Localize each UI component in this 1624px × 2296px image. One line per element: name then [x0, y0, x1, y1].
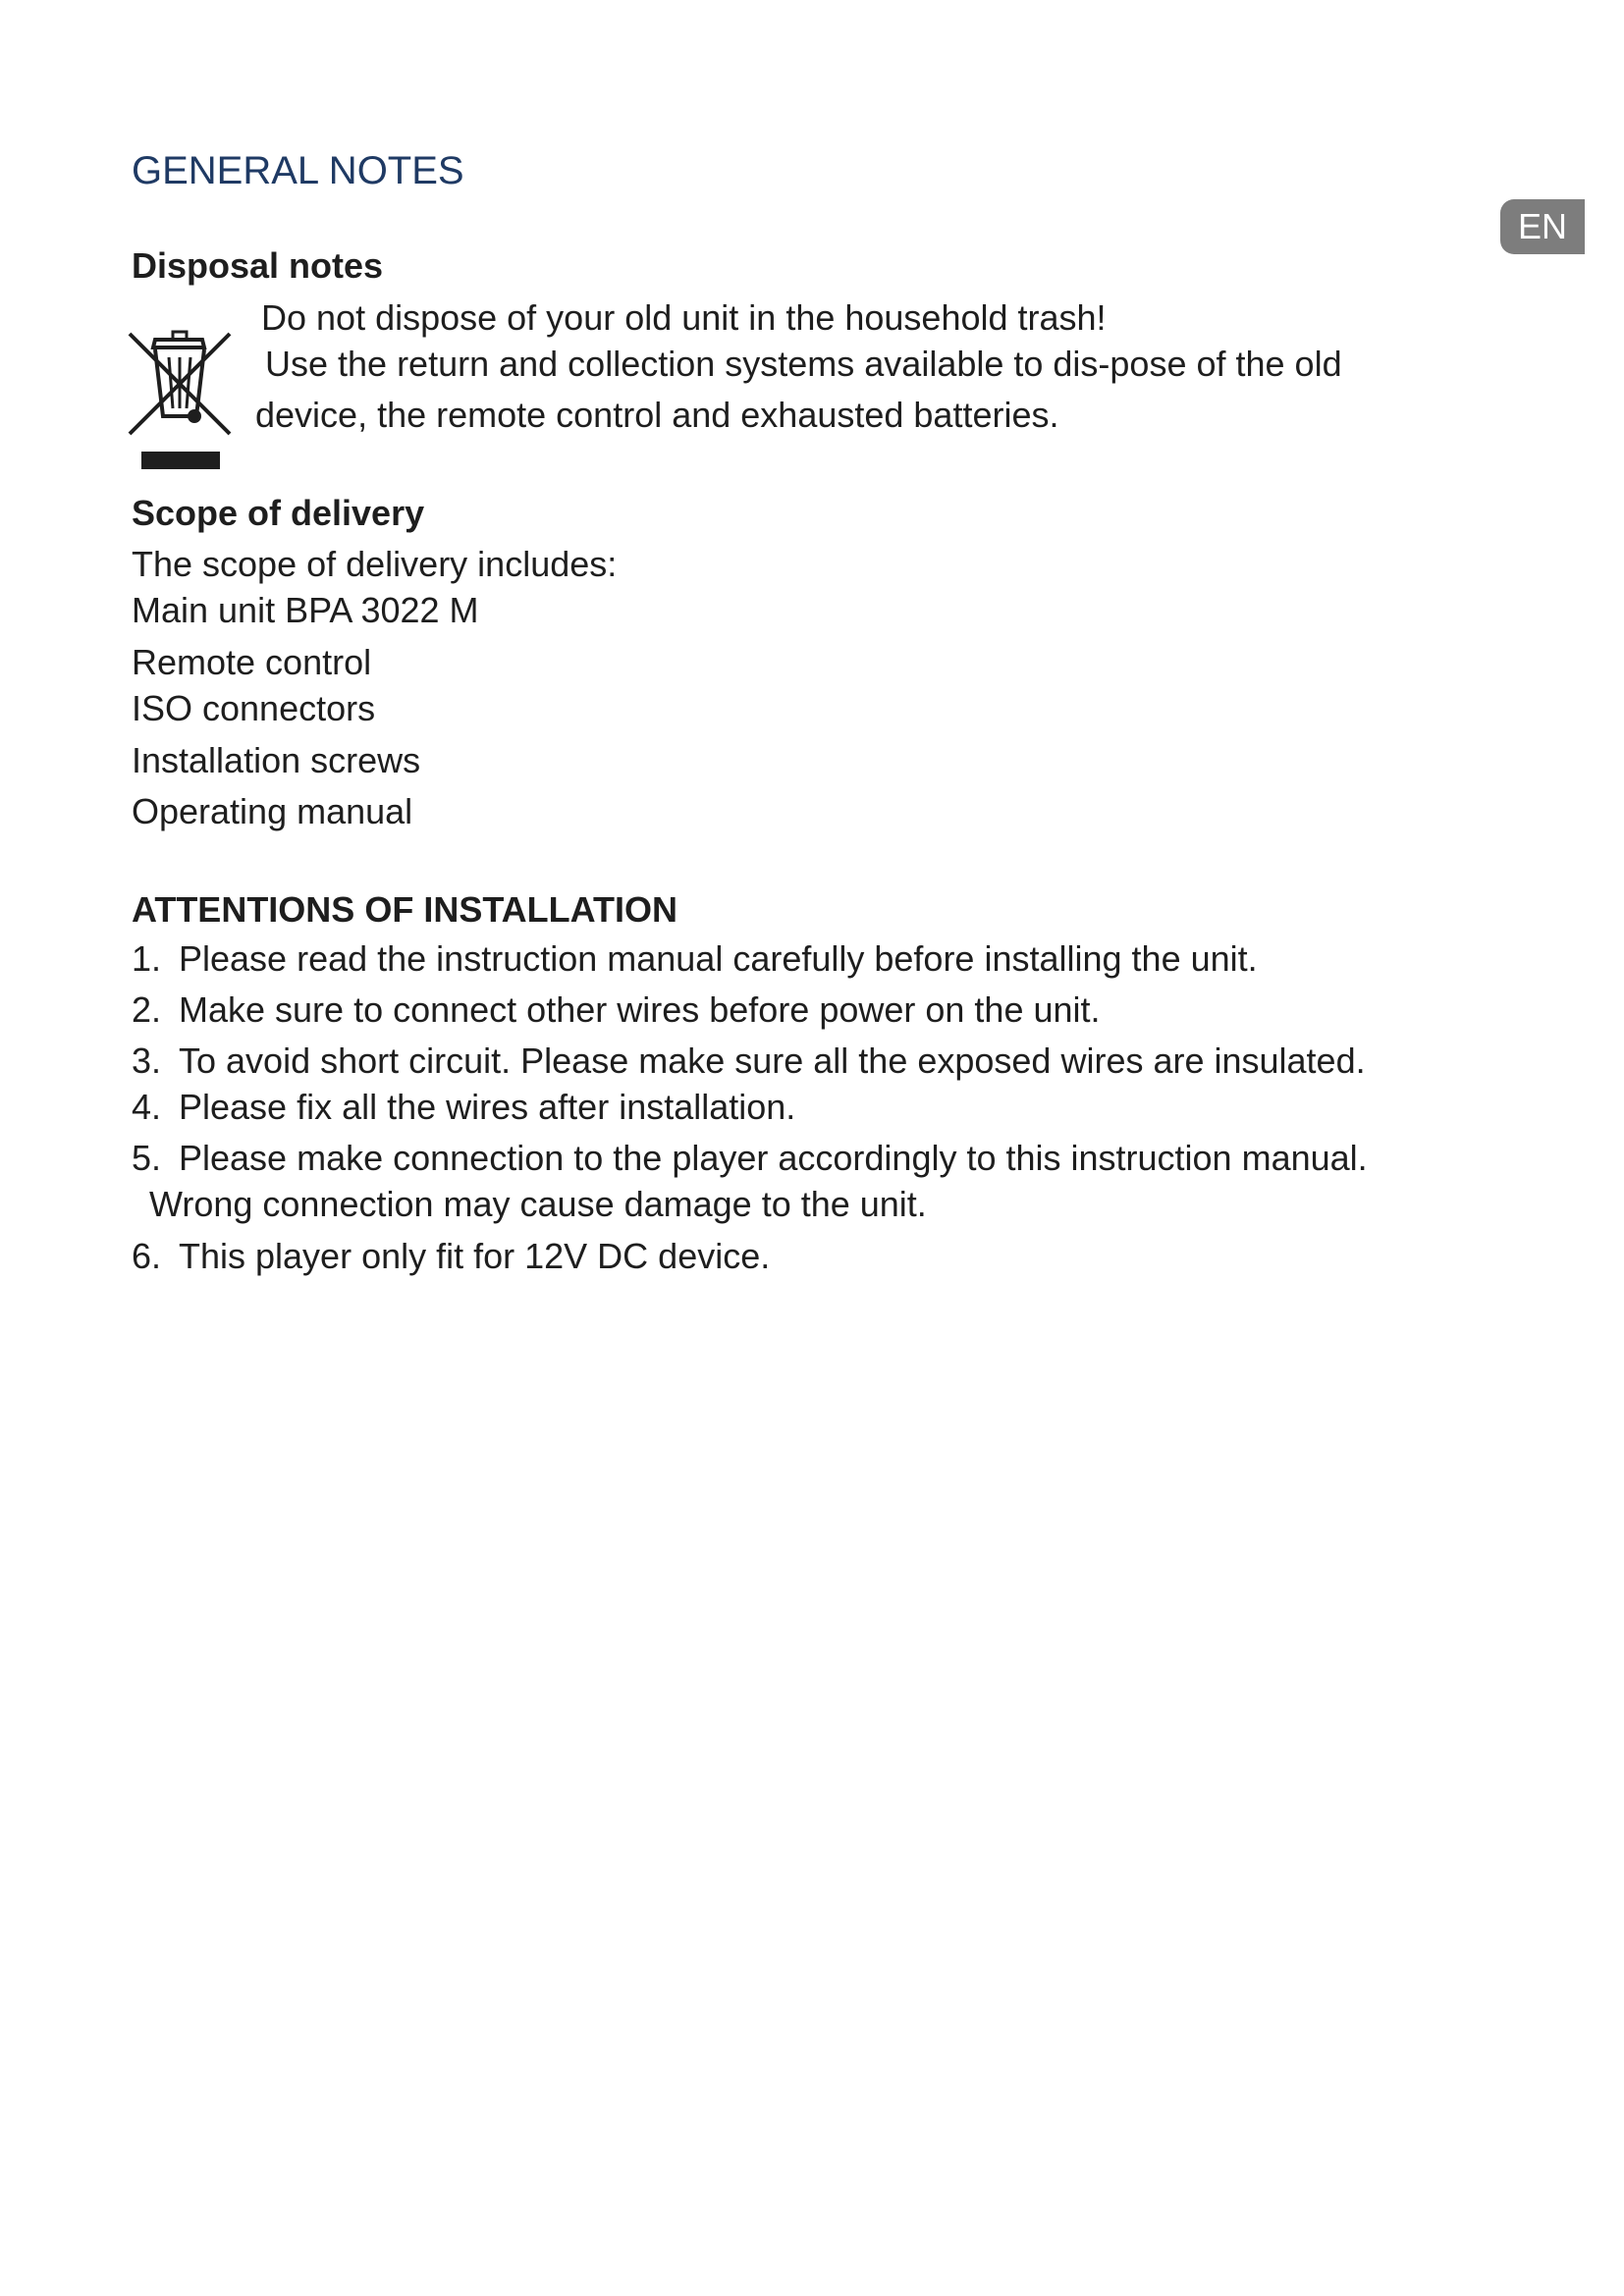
item-text: Please make connection to the player accordingly to this instruction manual.	[179, 1138, 1368, 1178]
disposal-line-1: Do not dispose of your old unit in the household trash!	[261, 297, 1107, 338]
installation-item	[132, 988, 1101, 1032]
item-number: 1.	[132, 938, 162, 979]
page-title: GENERAL NOTES	[132, 149, 464, 192]
language-tab: EN	[1500, 199, 1585, 254]
installation-item	[132, 937, 1258, 981]
item-text: Please fix all the wires after installation.	[179, 1087, 796, 1127]
installation-heading: ATTENTIONS OF INSTALLATION	[132, 889, 677, 930]
disposal-line-3: device, the remote control and exhausted batteries.	[255, 395, 1059, 435]
item-number: 4.	[132, 1087, 162, 1127]
installation-item	[132, 1040, 1366, 1083]
installation-item	[132, 1086, 795, 1129]
item-text: Please read the instruction manual carefully before installing the unit.	[179, 938, 1258, 979]
installation-item-continuation: Wrong connection may cause damage to the unit.	[149, 1184, 927, 1224]
scope-intro: The scope of delivery includes:	[132, 544, 618, 584]
item-text: This player only fit for 12V DC device.	[179, 1236, 771, 1276]
item-text: To avoid short circuit. Please make sure all the exposed wires are insulated.	[179, 1041, 1366, 1081]
scope-item: ISO connectors	[132, 688, 376, 728]
installation-item	[132, 1137, 1368, 1180]
item-text: Make sure to connect other wires before power on the unit.	[179, 989, 1101, 1030]
item-number: 3.	[132, 1041, 162, 1081]
scope-item: Main unit BPA 3022 M	[132, 590, 479, 630]
disposal-line-2: Use the return and collection systems available to dis-pose of the old	[265, 344, 1342, 384]
item-number: 2.	[132, 989, 162, 1030]
item-number: 6.	[132, 1236, 162, 1276]
disposal-heading: Disposal notes	[132, 245, 384, 286]
item-number: 5.	[132, 1138, 162, 1178]
scope-item: Operating manual	[132, 791, 413, 831]
installation-item	[132, 1235, 770, 1278]
scope-item: Remote control	[132, 642, 372, 682]
scope-heading: Scope of delivery	[132, 493, 425, 533]
crossed-out-wheelie-bin-icon	[126, 326, 236, 473]
scope-item: Installation screws	[132, 740, 421, 780]
